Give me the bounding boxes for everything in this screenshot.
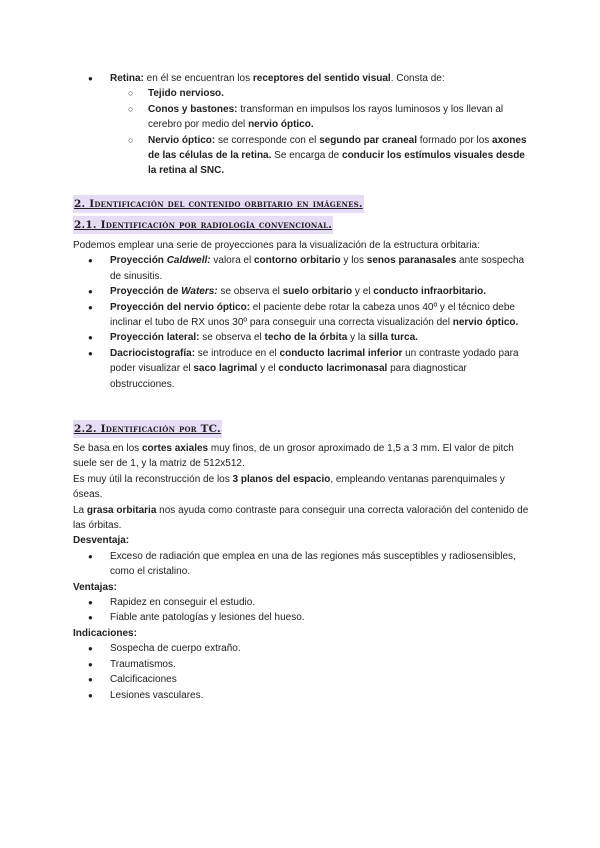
projections-list	[73, 253, 530, 392]
section-21-heading-row	[73, 216, 530, 234]
section-21-intro: Podemos emplear una serie de proyecciones para la visualización de la estructura orbitaria:	[73, 240, 480, 251]
indicacion-item: ● Traumatismos.	[73, 657, 530, 672]
projection-caldwell	[73, 253, 530, 284]
section-21-heading: 2.1. Identificación por radiología convencional.	[73, 216, 333, 234]
nervio-segundo: segundo par craneal	[319, 134, 417, 146]
section-2-heading-row	[73, 195, 530, 213]
ventajas-list	[73, 595, 530, 626]
retina-item	[73, 71, 530, 86]
desventajas-list	[73, 549, 530, 580]
projection-waters	[73, 284, 530, 299]
retina-list	[73, 71, 530, 179]
dacrio-conducto: conducto lacrimal inferior	[279, 347, 403, 359]
tc-p2-text-b: , empleando ventanas parenquimales y óseas.	[73, 473, 505, 501]
tc-p2-text-a: Es muy útil la reconstrucción de los	[73, 473, 233, 485]
caldwell-text-2: y los	[340, 255, 367, 267]
tc-paragraph-2	[73, 472, 530, 503]
tc-p1-cortes: cortes axiales	[141, 443, 209, 454]
retina-block	[73, 71, 530, 179]
conos-nervio: nervio óptico.	[248, 119, 314, 131]
desventaja-label: Desventaja:	[73, 535, 130, 547]
sub-item-tejido	[73, 86, 530, 101]
nervio-axones: axones de las células de la retina.	[148, 134, 527, 162]
waters-conducto: conducto infraorbitario.	[373, 286, 487, 298]
nervio-conducir: conducir los estímulos visuales desde la retina al SNC.	[148, 150, 525, 177]
projection-nervio-bold: nervio óptico.	[452, 317, 519, 329]
section-22-body	[73, 441, 530, 703]
conos-text: transforman en impulsos los rayos luminosos y los llevan al cerebro por medio del	[148, 103, 504, 131]
dacrio-conducto-2: conducto lacrimonasal	[278, 363, 388, 375]
lateral-silla: silla turca.	[368, 332, 418, 344]
dacrio-saco: saco lagrimal	[193, 363, 258, 375]
nervio-text-3: Se encarga de	[271, 150, 343, 162]
retina-text: en él se encuentran los	[143, 73, 253, 84]
nervio-text-1: se corresponde con el	[215, 134, 320, 146]
projection-lateral	[73, 330, 530, 345]
waters-suelo: suelo orbitario	[282, 286, 353, 298]
projection-nervio-text: el paciente debe rotar la cabeza unos 40º y el técnico debe inclinar el tubo de RX unos 30º para conseguir una correcta visualización del	[110, 301, 515, 329]
section-22-heading: 2.2. Identificación por TC.	[73, 420, 222, 438]
tc-p3-text-a: La	[73, 504, 87, 516]
tc-paragraph-3	[73, 503, 530, 534]
lateral-techo: techo de la órbita	[264, 332, 348, 344]
ventaja-item: ● Rapidez en conseguir el estudio.	[73, 595, 530, 610]
conos-label: Conos y bastones:	[148, 103, 238, 115]
nervio-text-2: formado por los	[417, 134, 493, 146]
caldwell-text-3: ante sospecha de sinusitis.	[110, 255, 525, 282]
lateral-text-2: y la	[347, 332, 369, 344]
lateral-text-1: se observa el	[199, 332, 265, 344]
tc-paragraph-1	[73, 441, 530, 472]
dacrio-text-2: un contraste yodado para poder visualizar el	[110, 347, 519, 375]
section-21-body	[73, 238, 530, 392]
retina-text-2: . Consta de:	[390, 73, 445, 84]
sub-item-nervio	[73, 133, 530, 179]
caldwell-label-a: Proyección	[110, 255, 167, 267]
caldwell-senos: senos paranasales	[366, 255, 457, 267]
tejido-label: Tejido nervioso.	[148, 88, 224, 100]
caldwell-label-b: Caldwell:	[166, 255, 211, 267]
waters-text-2: y el	[352, 286, 374, 298]
indicacion-item: ● Calcificaciones	[73, 672, 530, 687]
tc-p1-text-b: muy finos, de un grosor aproximado de 1,5 a 3 mm. El valor de pitch suele ser de 1, y la matriz de 512x512.	[73, 443, 514, 470]
tc-p2-planos: 3 planos del espacio	[232, 473, 331, 485]
section-22-heading-row	[73, 420, 530, 438]
projection-dacrio	[73, 346, 530, 392]
caldwell-contorno: contorno orbitario	[253, 255, 341, 267]
retina-label: Retina:	[110, 73, 144, 84]
dacrio-label: Dacriocistografía:	[110, 347, 196, 359]
section-2-heading: 2. Identificación del contenido orbitario en imágenes.	[73, 195, 364, 213]
projection-nervio	[73, 300, 530, 331]
tc-p3-grasa: grasa orbitaria	[86, 504, 157, 516]
lateral-label: Proyección lateral:	[110, 332, 200, 344]
retina-receptores: receptores del sentido visual	[252, 73, 391, 84]
desventaja-item: ● Exceso de radiación que emplea en una de las regiones más susceptibles y radiosensibles, como el cristalino.	[73, 549, 530, 580]
indicacion-item: ● Lesiones vasculares.	[73, 688, 530, 703]
nervio-label: Nervio óptico:	[148, 134, 216, 146]
sub-item-conos	[73, 102, 530, 133]
waters-label-a: Proyección de	[110, 286, 182, 298]
indicaciones-label: Indicaciones:	[73, 627, 137, 639]
dacrio-text-4: para diagnosticar obstrucciones.	[110, 363, 467, 390]
ventajas-label: Ventajas:	[73, 581, 117, 593]
tc-p3-text-b: nos ayuda como contraste para conseguir una correcta valoración del contenido de las órbitas.	[73, 504, 529, 532]
dacrio-text-1: se introduce en el	[195, 347, 280, 359]
indicaciones-list	[73, 641, 530, 703]
ventaja-item: ● Fiable ante patologías y lesiones del hueso.	[73, 610, 530, 625]
tc-p1-text-a: Se basa en los	[73, 443, 142, 454]
caldwell-text-1: valora el	[210, 255, 254, 267]
projection-nervio-label: Proyección del nervio óptico:	[110, 301, 251, 313]
indicacion-item: ● Sospecha de cuerpo extraño.	[73, 641, 530, 656]
waters-label-b: Waters:	[181, 286, 218, 298]
waters-text-1: se observa el	[217, 286, 283, 298]
dacrio-text-3: y el	[257, 363, 279, 375]
